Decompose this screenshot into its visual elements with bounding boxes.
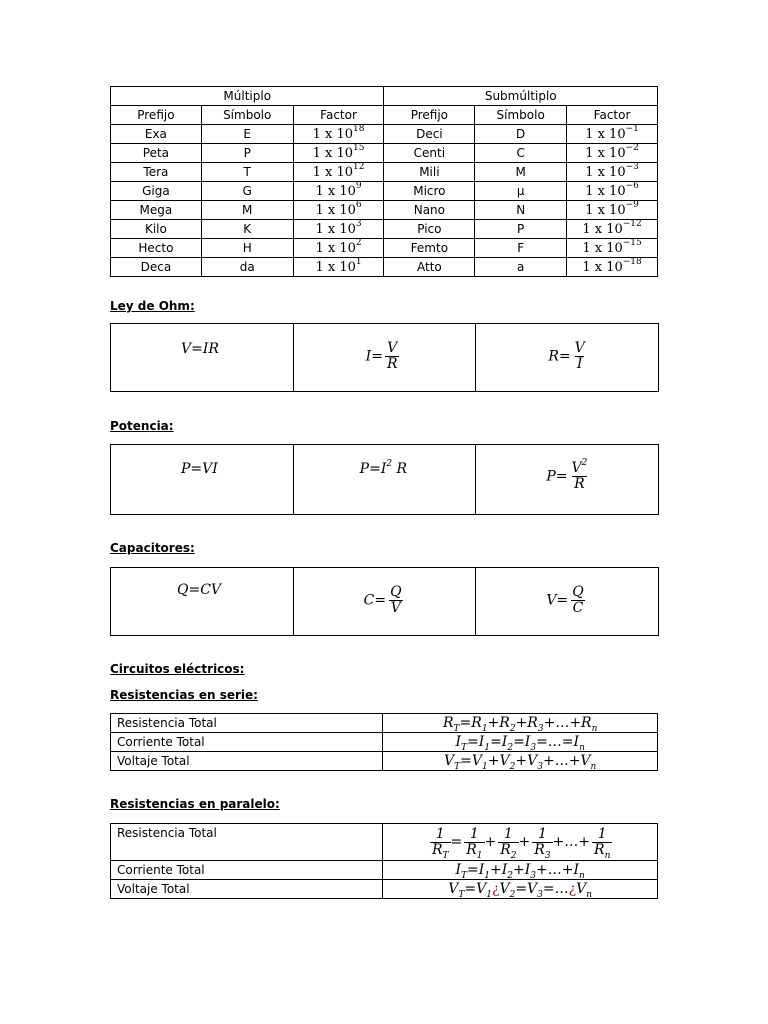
multiple-prefix: Mega bbox=[111, 201, 202, 220]
multiple-symbol: M bbox=[201, 201, 293, 220]
parallel-heading: Resistencias en paralelo: bbox=[110, 797, 280, 811]
subscript: 1 bbox=[481, 724, 488, 734]
formula-lhs: P=I bbox=[359, 461, 387, 477]
submultiple-symbol: N bbox=[475, 201, 567, 220]
submultiple-factor bbox=[567, 201, 658, 220]
denominator bbox=[430, 841, 451, 861]
operator: = bbox=[561, 734, 574, 750]
multiple-prefix: Deca bbox=[111, 258, 202, 277]
submultiple-prefix: Femto bbox=[384, 239, 475, 258]
subscript: T bbox=[461, 871, 468, 881]
subscript: T bbox=[442, 850, 449, 861]
symbol: I bbox=[455, 862, 461, 878]
symbol: R bbox=[431, 841, 443, 858]
ohm-formula-box bbox=[110, 323, 659, 392]
operator: = bbox=[450, 834, 463, 850]
subscript: n bbox=[604, 850, 611, 861]
symbol: V bbox=[499, 881, 510, 897]
submultiple-symbol: M bbox=[475, 163, 567, 182]
numerator: 1 bbox=[469, 825, 479, 842]
symbol: R bbox=[499, 715, 510, 731]
operator: + bbox=[568, 753, 581, 769]
formula-text bbox=[364, 585, 404, 616]
multiple-factor bbox=[293, 125, 384, 144]
table-row bbox=[111, 880, 658, 899]
table-row bbox=[111, 144, 658, 163]
subscript: 1 bbox=[482, 762, 488, 772]
symbol: I bbox=[455, 734, 462, 750]
numerator: Q bbox=[390, 584, 402, 600]
subscript: n bbox=[591, 724, 598, 734]
multiple-symbol: da bbox=[201, 258, 293, 277]
numerator-base: V bbox=[571, 460, 582, 476]
column-header: Prefijo bbox=[111, 106, 202, 125]
series-r-formula bbox=[383, 714, 658, 733]
multiple-factor bbox=[293, 201, 384, 220]
factor-base: 1 x 10 bbox=[582, 240, 623, 256]
formula-lhs: P= bbox=[546, 468, 568, 485]
series-v-formula bbox=[383, 752, 658, 771]
formula-text bbox=[428, 825, 612, 861]
formula-text bbox=[442, 715, 598, 734]
factor-exponent: −6 bbox=[625, 180, 639, 191]
symbol: R bbox=[594, 841, 605, 858]
subscript: n bbox=[590, 762, 597, 772]
factor-exponent: −15 bbox=[622, 237, 642, 248]
factor-base: 1 x 10 bbox=[315, 259, 356, 275]
table-row bbox=[111, 752, 658, 771]
subscript: 2 bbox=[509, 890, 516, 900]
series-v-label: Voltaje Total bbox=[111, 752, 383, 771]
denominator bbox=[464, 841, 484, 861]
ellipsis: … bbox=[547, 862, 562, 878]
submultiple-factor bbox=[567, 182, 658, 201]
parallel-i-formula bbox=[383, 861, 658, 880]
symbol: V bbox=[580, 753, 591, 769]
factor-base: 1 x 10 bbox=[315, 221, 356, 237]
table-row bbox=[111, 714, 658, 733]
operator: = bbox=[490, 734, 502, 750]
column-header: Símbolo bbox=[475, 106, 567, 125]
multiple-symbol: T bbox=[201, 163, 293, 182]
fraction bbox=[498, 825, 518, 861]
operator: = bbox=[459, 715, 472, 731]
multiple-prefix: Peta bbox=[111, 144, 202, 163]
formula-text: Q=CV bbox=[177, 582, 222, 598]
ellipsis: … bbox=[554, 753, 569, 769]
symbol: R bbox=[471, 715, 482, 731]
capacitors-heading: Capacitores: bbox=[110, 541, 195, 555]
factor-exponent: 18 bbox=[353, 123, 365, 134]
prefix-rows bbox=[111, 125, 658, 277]
numerator: 1 bbox=[597, 825, 607, 842]
denominator: R bbox=[574, 476, 585, 492]
operator: + bbox=[518, 834, 531, 850]
unknown-glyph: ¿ bbox=[568, 881, 577, 897]
operator: = bbox=[542, 881, 555, 897]
group-header-row bbox=[111, 87, 658, 106]
parallel-v-formula bbox=[383, 880, 658, 899]
symbol: R bbox=[534, 841, 545, 858]
factor-base: 1 x 10 bbox=[315, 183, 356, 199]
power-formula-2 bbox=[293, 445, 476, 514]
parallel-r-formula bbox=[383, 824, 658, 861]
formula-text bbox=[546, 458, 589, 492]
fraction bbox=[573, 341, 587, 372]
submultiple-prefix: Mili bbox=[384, 163, 475, 182]
factor-exponent: 15 bbox=[353, 142, 365, 153]
symbol: I bbox=[501, 734, 508, 750]
submultiple-prefix: Nano bbox=[384, 201, 475, 220]
multiple-factor bbox=[293, 144, 384, 163]
operator: + bbox=[569, 715, 582, 731]
formula-text: V=IR bbox=[181, 341, 219, 357]
factor-base: 1 x 10 bbox=[585, 164, 626, 180]
symbol: V bbox=[448, 881, 459, 897]
formula-text bbox=[548, 341, 586, 372]
operator: + bbox=[542, 753, 555, 769]
numerator: 1 bbox=[537, 825, 547, 842]
subscript: n bbox=[579, 871, 585, 881]
factor-exponent: −2 bbox=[625, 142, 639, 153]
operator: + bbox=[487, 715, 500, 731]
series-i-formula bbox=[383, 733, 658, 752]
symbol: V bbox=[527, 753, 538, 769]
factor-base: 1 x 10 bbox=[585, 145, 626, 161]
operator: = bbox=[513, 734, 525, 750]
factor-base: 1 x 10 bbox=[312, 164, 354, 180]
factor-exponent: 9 bbox=[355, 180, 362, 191]
multiple-header: Múltiplo bbox=[111, 87, 384, 106]
subscript: 2 bbox=[510, 850, 517, 861]
subscript: 1 bbox=[484, 743, 491, 753]
submultiple-prefix: Atto bbox=[384, 258, 475, 277]
submultiple-symbol: F bbox=[475, 239, 567, 258]
factor-base: 1 x 10 bbox=[315, 240, 356, 256]
table-row bbox=[111, 258, 658, 277]
operator: = bbox=[460, 753, 472, 769]
symbol: I bbox=[478, 862, 485, 878]
operator: = bbox=[515, 881, 528, 897]
denominator: I bbox=[576, 356, 583, 372]
submultiple-prefix: Pico bbox=[384, 220, 475, 239]
multiple-symbol: P bbox=[201, 144, 293, 163]
subscript: 3 bbox=[537, 762, 543, 772]
subscript: 2 bbox=[509, 724, 516, 734]
formula-text bbox=[546, 585, 585, 616]
subscript: 2 bbox=[507, 871, 514, 881]
capacitors-formula-1 bbox=[111, 568, 293, 635]
formula-text bbox=[366, 341, 400, 372]
operator: + bbox=[552, 834, 565, 850]
series-r-label: Resistencia Total bbox=[111, 714, 383, 733]
operator: + bbox=[484, 834, 497, 850]
ellipsis: … bbox=[547, 734, 562, 750]
factor-base: 1 x 10 bbox=[312, 145, 354, 161]
submultiple-symbol: P bbox=[475, 220, 567, 239]
multiple-prefix: Giga bbox=[111, 182, 202, 201]
subscript: n bbox=[586, 890, 593, 900]
subscript: n bbox=[579, 743, 585, 753]
submultiple-factor bbox=[567, 220, 658, 239]
capacitors-formula-box bbox=[110, 567, 659, 636]
symbol: R bbox=[581, 715, 592, 731]
submultiple-factor bbox=[567, 239, 658, 258]
factor-exponent: −3 bbox=[625, 161, 639, 172]
series-heading: Resistencias en serie: bbox=[110, 688, 258, 702]
column-header: Factor bbox=[293, 106, 384, 125]
multiple-factor bbox=[293, 182, 384, 201]
numerator: V bbox=[387, 340, 398, 356]
ohm-formula-1 bbox=[111, 324, 293, 391]
multiple-symbol: G bbox=[201, 182, 293, 201]
operator: = bbox=[536, 734, 548, 750]
formula-lhs: V= bbox=[546, 592, 569, 609]
symbol: R bbox=[466, 841, 477, 858]
column-header-row bbox=[111, 106, 658, 125]
symbol: V bbox=[499, 753, 510, 769]
column-header: Factor bbox=[567, 106, 658, 125]
subscript: T bbox=[453, 724, 460, 734]
factor-base: 1 x 10 bbox=[312, 126, 354, 142]
numerator: 1 bbox=[435, 825, 445, 842]
subscript: 3 bbox=[530, 743, 537, 753]
formula-text bbox=[360, 461, 407, 477]
operator: + bbox=[490, 862, 502, 878]
submultiple-header: Submúltiplo bbox=[384, 87, 658, 106]
formula-text bbox=[455, 734, 585, 753]
circuits-heading: Circuitos eléctricos: bbox=[110, 662, 245, 676]
fraction bbox=[464, 825, 484, 861]
column-header: Símbolo bbox=[201, 106, 293, 125]
formula-text bbox=[455, 862, 585, 881]
submultiple-symbol: C bbox=[475, 144, 567, 163]
subscript: T bbox=[461, 743, 468, 753]
operator: + bbox=[515, 753, 528, 769]
fraction bbox=[592, 825, 612, 861]
fraction bbox=[385, 341, 400, 372]
operator: + bbox=[487, 753, 500, 769]
fraction bbox=[430, 825, 451, 861]
multiple-factor bbox=[293, 239, 384, 258]
formula-lhs: I= bbox=[365, 348, 383, 365]
symbol: I bbox=[573, 862, 580, 878]
subscript: 1 bbox=[486, 890, 492, 900]
series-i-label: Corriente Total bbox=[111, 733, 383, 752]
ohm-heading: Ley de Ohm: bbox=[110, 299, 195, 313]
submultiple-factor bbox=[567, 125, 658, 144]
denominator: C bbox=[572, 600, 584, 616]
ellipsis: … bbox=[564, 834, 579, 850]
table-row bbox=[111, 163, 658, 182]
table-row bbox=[111, 824, 658, 861]
capacitors-formula-2 bbox=[293, 568, 476, 635]
subscript: T bbox=[458, 890, 465, 900]
operator: = bbox=[467, 862, 479, 878]
formula-text: P=VI bbox=[181, 461, 218, 477]
subscript: T bbox=[454, 762, 461, 772]
numerator: Q bbox=[572, 584, 584, 600]
parallel-table bbox=[110, 823, 658, 899]
subscript: 3 bbox=[530, 871, 537, 881]
submultiple-prefix: Deci bbox=[384, 125, 475, 144]
factor-exponent: 2 bbox=[355, 237, 362, 248]
submultiple-symbol: a bbox=[475, 258, 567, 277]
power-formula-box bbox=[110, 444, 659, 515]
denominator bbox=[498, 841, 518, 861]
factor-base: 1 x 10 bbox=[315, 202, 356, 218]
symbol: V bbox=[527, 881, 538, 897]
table-row bbox=[111, 201, 658, 220]
symbol: V bbox=[471, 753, 483, 769]
operator: = bbox=[467, 734, 479, 750]
submultiple-factor bbox=[567, 163, 658, 182]
numerator bbox=[570, 458, 590, 476]
factor-base: 1 x 10 bbox=[585, 183, 626, 199]
fraction bbox=[388, 585, 403, 616]
prefix-table bbox=[110, 86, 658, 277]
symbol: I bbox=[524, 862, 531, 878]
factor-exponent: 3 bbox=[355, 218, 362, 229]
factor-exponent: 6 bbox=[355, 199, 362, 210]
factor-base: 1 x 10 bbox=[585, 126, 626, 142]
symbol: V bbox=[476, 881, 487, 897]
operator: + bbox=[543, 715, 556, 731]
exponent: 2 bbox=[581, 458, 588, 468]
numerator: V bbox=[574, 340, 585, 356]
table-row bbox=[111, 182, 658, 201]
subscript: 3 bbox=[544, 850, 551, 861]
factor-exponent: −18 bbox=[622, 256, 642, 267]
factor-base: 1 x 10 bbox=[582, 259, 623, 275]
table-row bbox=[111, 220, 658, 239]
subscript: 3 bbox=[537, 724, 544, 734]
subscript: 3 bbox=[537, 890, 543, 900]
subscript: 2 bbox=[509, 762, 516, 772]
operator: + bbox=[561, 862, 574, 878]
factor-exponent: 12 bbox=[353, 161, 365, 172]
formula-lhs: C= bbox=[363, 592, 387, 609]
ohm-formula-3 bbox=[475, 324, 658, 391]
symbol: V bbox=[444, 753, 455, 769]
factor-base: 1 x 10 bbox=[585, 202, 626, 218]
parallel-v-label: Voltaje Total bbox=[111, 880, 383, 899]
submultiple-symbol: µ bbox=[475, 182, 567, 201]
formula-text bbox=[444, 753, 597, 772]
multiple-symbol: H bbox=[201, 239, 293, 258]
multiple-prefix: Kilo bbox=[111, 220, 202, 239]
symbol: I bbox=[478, 734, 485, 750]
formula-lhs: R= bbox=[548, 348, 571, 365]
operator: + bbox=[578, 834, 591, 850]
denominator bbox=[532, 841, 552, 861]
table-row bbox=[111, 861, 658, 880]
denominator bbox=[592, 841, 612, 861]
submultiple-symbol: D bbox=[475, 125, 567, 144]
table-row bbox=[111, 125, 658, 144]
formula-rhs: R bbox=[396, 461, 408, 477]
multiple-prefix: Tera bbox=[111, 163, 202, 182]
symbol: R bbox=[500, 841, 511, 858]
exponent: 2 bbox=[386, 459, 393, 469]
multiple-prefix: Hecto bbox=[111, 239, 202, 258]
table-row bbox=[111, 239, 658, 258]
fraction bbox=[532, 825, 552, 861]
power-formula-1 bbox=[111, 445, 293, 514]
submultiple-prefix: Micro bbox=[384, 182, 475, 201]
capacitors-formula-3 bbox=[475, 568, 658, 635]
column-header: Prefijo bbox=[384, 106, 475, 125]
symbol: I bbox=[501, 862, 508, 878]
multiple-factor bbox=[293, 220, 384, 239]
factor-exponent: −9 bbox=[625, 199, 639, 210]
denominator: V bbox=[390, 600, 401, 616]
formula-text bbox=[448, 881, 593, 900]
operator: + bbox=[513, 862, 525, 878]
factor-exponent: 1 bbox=[355, 256, 362, 267]
factor-base: 1 x 10 bbox=[582, 221, 623, 237]
subscript: 1 bbox=[476, 850, 483, 861]
subscript: 1 bbox=[484, 871, 491, 881]
series-table bbox=[110, 713, 658, 771]
factor-exponent: −12 bbox=[622, 218, 642, 229]
symbol: R bbox=[442, 715, 454, 731]
parallel-r-label: Resistencia Total bbox=[111, 824, 383, 861]
multiple-prefix: Exa bbox=[111, 125, 202, 144]
fraction bbox=[570, 585, 585, 616]
power-formula-3 bbox=[475, 445, 658, 514]
symbol: I bbox=[524, 734, 531, 750]
multiple-factor bbox=[293, 258, 384, 277]
operator: + bbox=[536, 862, 548, 878]
table-row bbox=[111, 733, 658, 752]
power-heading: Potencia: bbox=[110, 419, 174, 433]
symbol: R bbox=[527, 715, 538, 731]
ohm-formula-2 bbox=[293, 324, 476, 391]
operator: + bbox=[515, 715, 528, 731]
parallel-i-label: Corriente Total bbox=[111, 861, 383, 880]
submultiple-prefix: Centi bbox=[384, 144, 475, 163]
multiple-symbol: E bbox=[201, 125, 293, 144]
denominator: R bbox=[386, 356, 398, 372]
submultiple-factor bbox=[567, 258, 658, 277]
ellipsis: … bbox=[555, 715, 570, 731]
multiple-symbol: K bbox=[201, 220, 293, 239]
numerator: 1 bbox=[503, 825, 513, 842]
symbol: V bbox=[576, 881, 587, 897]
multiple-factor bbox=[293, 163, 384, 182]
unknown-glyph: ¿ bbox=[491, 881, 500, 897]
subscript: 2 bbox=[507, 743, 514, 753]
ellipsis: … bbox=[554, 881, 569, 897]
fraction bbox=[570, 458, 590, 492]
factor-exponent: −1 bbox=[625, 123, 639, 134]
operator: = bbox=[464, 881, 477, 897]
submultiple-factor bbox=[567, 144, 658, 163]
symbol: I bbox=[573, 734, 580, 750]
